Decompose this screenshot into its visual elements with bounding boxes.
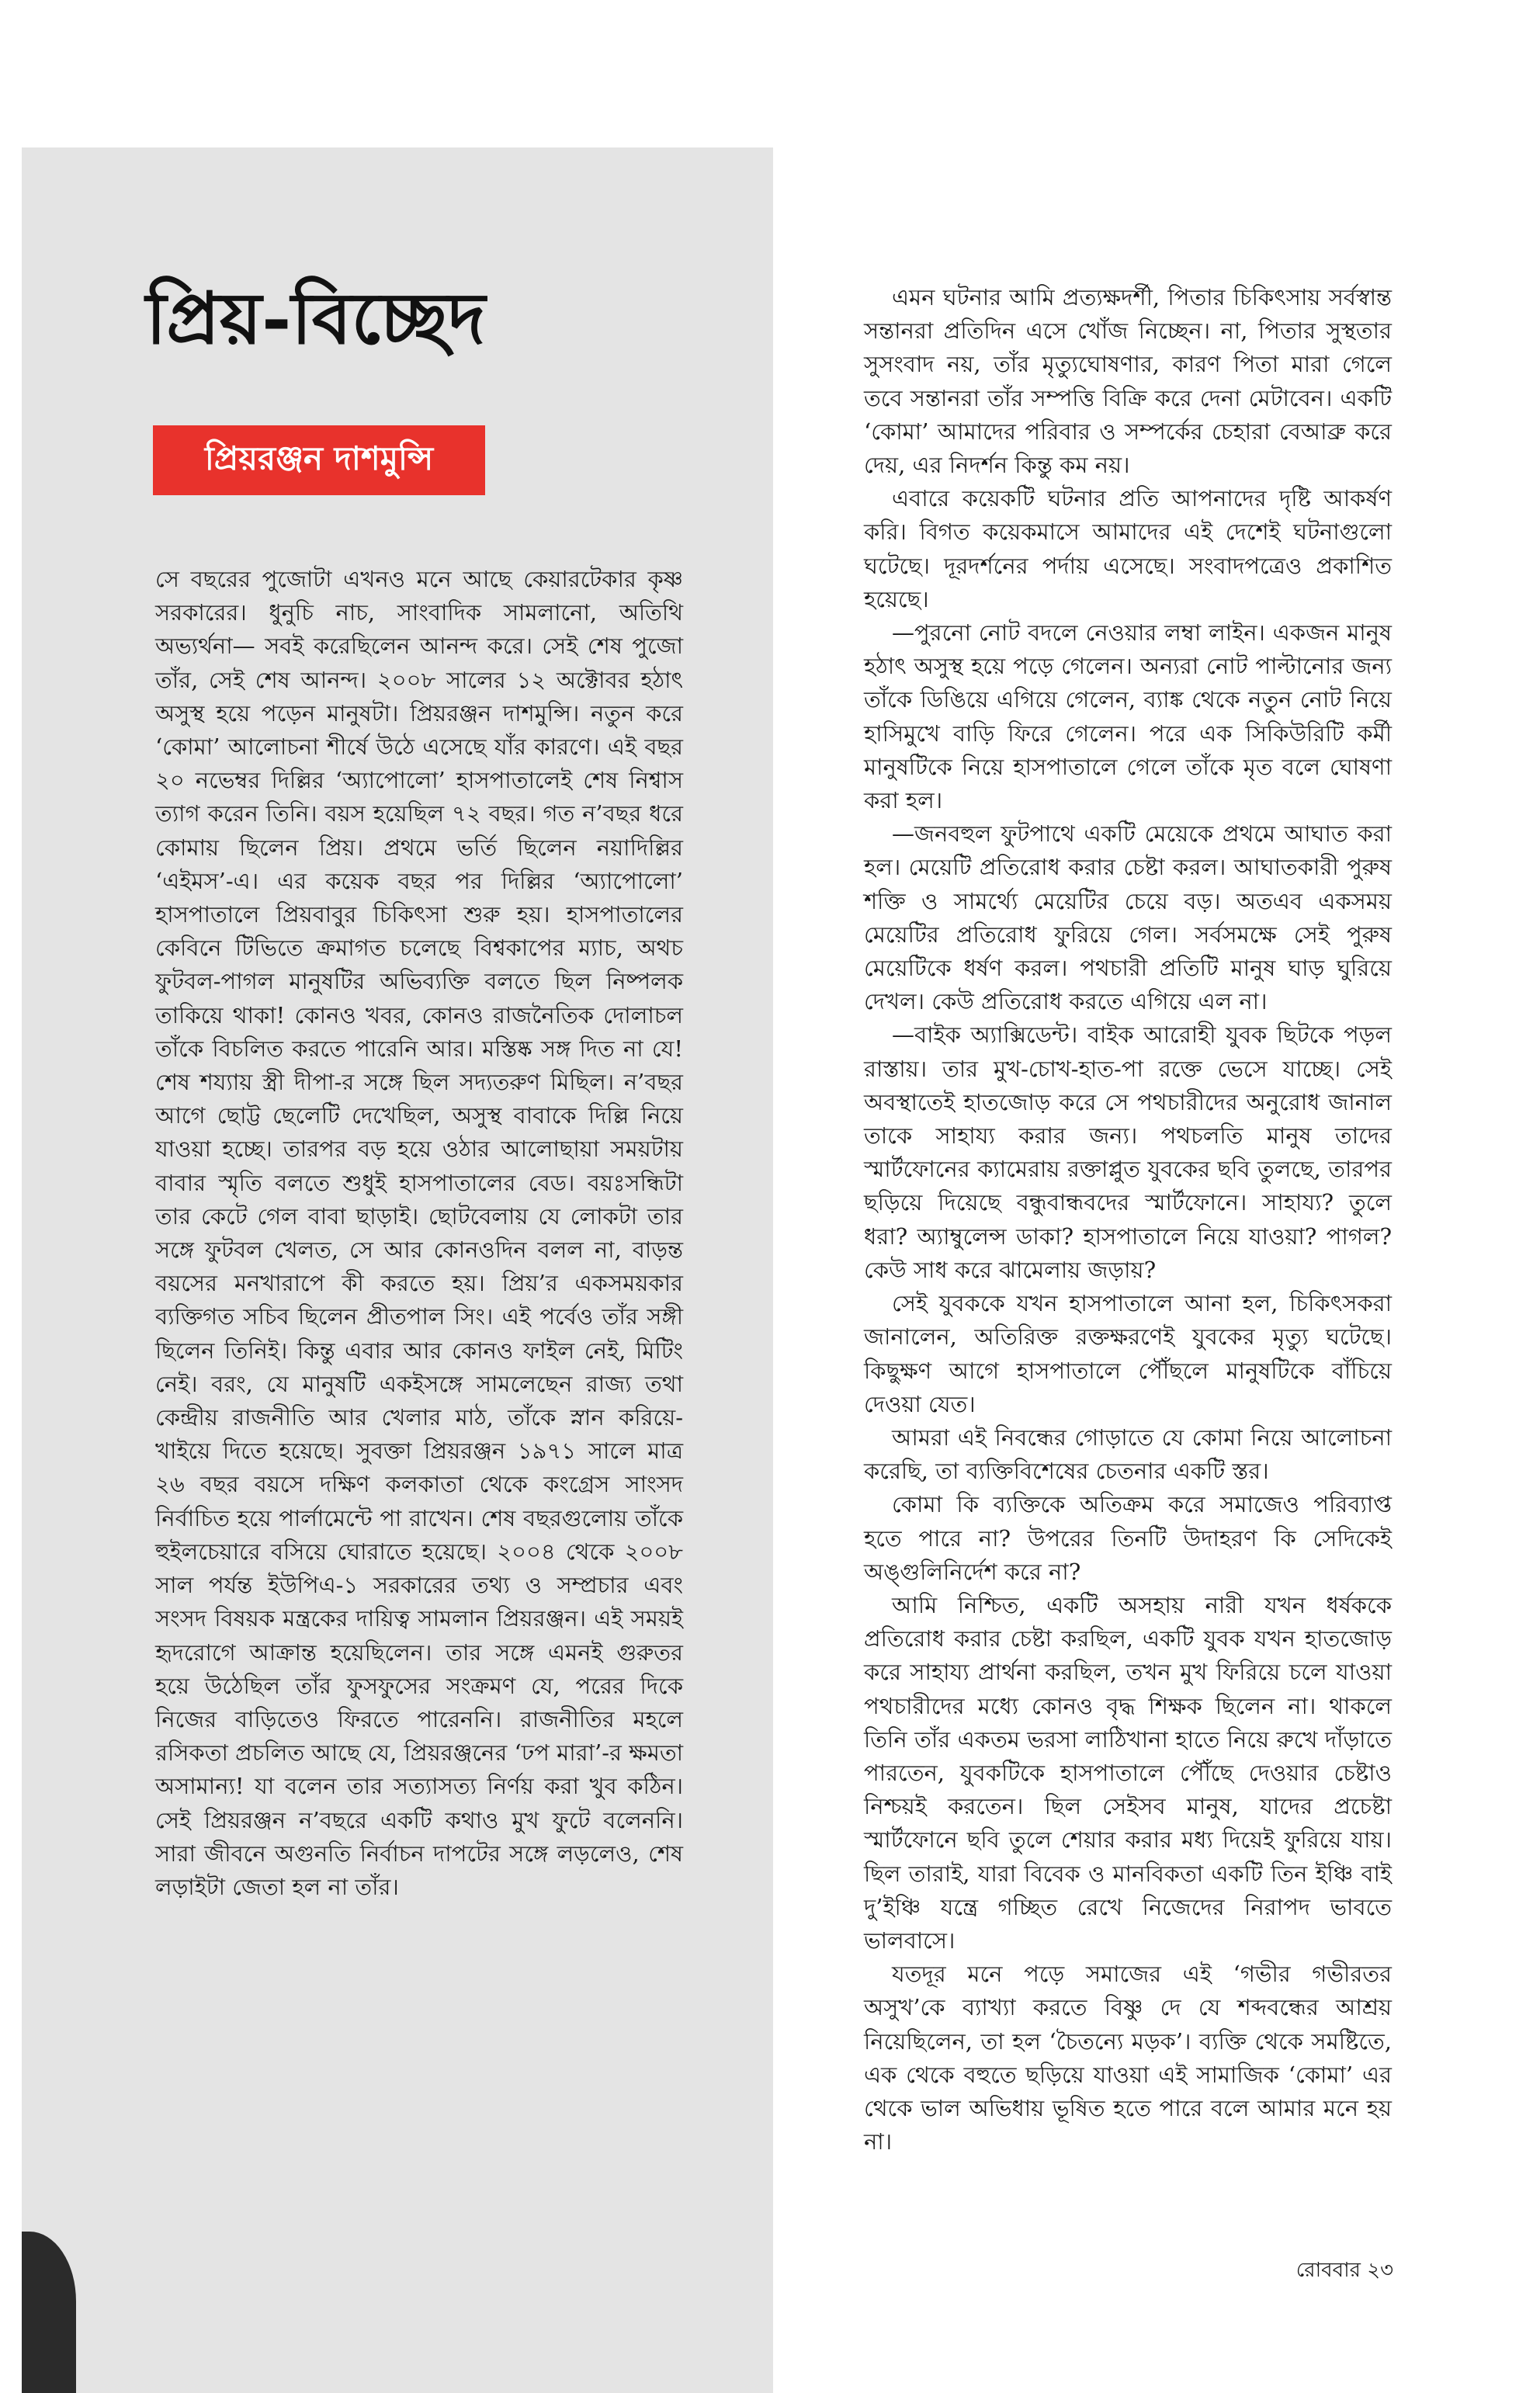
right-paragraph: আমি নিশ্চিত, একটি অসহায় নারী যখন ধর্ষককে প্রতিরোধ করার চেষ্টা করছিল, একটি যুবক যখন হাতজোড় করে সাহায্য প্রার্থনা করছিল, তখন মুখ ফিরিয়ে চলে যাওয়া পথচারীদের মধ্যে কোনও বৃদ্ধ শিক্ষক ছিলেন না। থাকলে তিনি তাঁর একতম ভরসা লাঠিখানা হাতে নিয়ে রুখে দাঁড়াতে পারতেন, যুবকটিকে হাসপাতালে পৌঁছে দেওয়ার চেষ্টাও নিশ্চয়ই করতেন। ছিল সেইসব মানুষ, যাদের প্রচেষ্টা স্মার্টফোনে ছবি তুলে শেয়ার করার মধ্য দিয়েই ফুরিয়ে যায়। ছিল তারাই, যারা বিবেক ও মানবিকতা একটি তিন ইঞ্চি বাই দু’ইঞ্চি যন্ত্রে গচ্ছিত রেখে নিজেদের নিরাপদ ভাবতে ভালবাসে। <box>864 1591 1392 1954</box>
author-byline: প্রিয়রঞ্জন দাশমুন্সি <box>153 425 485 495</box>
right-paragraph: —পুরনো নোট বদলে নেওয়ার লম্বা লাইন। একজন মানুষ হঠাৎ অসুস্থ হয়ে পড়ে গেলেন। অন্যরা নোট পাল্টানোর জন্য তাঁকে ডিঙিয়ে এগিয়ে গেলেন, ব্যাঙ্ক থেকে নতুন নোট নিয়ে হাসিমুখে বাড়ি ফিরে গেলেন। পরে এক সিকিউরিটি কর্মী মানুষটিকে নিয়ে হাসপাতালে গেলে তাঁকে মৃত বলে ঘোষণা করা হল। <box>864 619 1392 814</box>
page-footer: রোববার ২৩ <box>1295 2259 1393 2282</box>
right-paragraph: যতদূর মনে পড়ে সমাজের এই ‘গভীর গভীরতর অসুখ’কে ব্যাখ্যা করতে বিষ্ণু দে যে শব্দবন্ধের আশ্রয় নিয়েছিলেন, তা হল ‘চৈতন্যে মড়ক’। ব্যক্তি থেকে সমষ্টিতে, এক থেকে বহুতে ছড়িয়ে যাওয়া এই সামাজিক ‘কোমা’ এর থেকে ভাল অভিধায় ভূষিত হতে পারে বলে আমার মনে হয় না। <box>864 1961 1392 2155</box>
right-paragraph: সেই যুবককে যখন হাসপাতালে আনা হল, চিকিৎসকরা জানালেন, অতিরিক্ত রক্তক্ষরণেই যুবকের মৃত্যু ঘটেছে। কিছুক্ষণ আগে হাসপাতালে পৌঁছলে মানুষটিকে বাঁচিয়ে দেওয়া যেত। <box>864 1290 1392 1417</box>
right-paragraph: এমন ঘটনার আমি প্রত্যক্ষদর্শী, পিতার চিকিৎসায় সর্বস্বান্ত সন্তানরা প্রতিদিন এসে খোঁজ নিচ্ছেন। না, পিতার সুস্থতার সুসংবাদ নয়, তাঁর মৃত্যুঘোষণার, কারণ পিতা মারা গেলে তবে সন্তানরা তাঁর সম্পত্তি বিক্রি করে দেনা মেটাবেন। একটি ‘কোমা’ আমাদের পরিবার ও সম্পর্কের চেহারা বেআব্রু করে দেয়, এর নিদর্শন কিন্তু কম নয়। <box>864 284 1392 479</box>
article-title: প্রিয়-বিচ্ছেদ <box>146 276 486 360</box>
right-paragraph: আমরা এই নিবন্ধের গোড়াতে যে কোমা নিয়ে আলোচনা করেছি, তা ব্যক্তিবিশেষের চেতনার একটি স্তর। <box>864 1424 1392 1485</box>
left-column-text: সে বছরের পুজোটা এখনও মনে আছে কেয়ারটেকার কৃষ্ণ সরকারের। ধুনুচি নাচ, সাংবাদিক সামলানো, অতিথি অভ্যর্থনা— সবই করেছিলেন আনন্দ করে। সেই শেষ পুজো তাঁর, সেই শেষ আনন্দ। ২০০৮ সালের ১২ অক্টোবর হঠাৎ অসুস্থ হয়ে পড়েন মানুষটা। প্রিয়রঞ্জন দাশমুন্সি। নতুন করে ‘কোমা’ আলোচনা শীর্ষে উঠে এসেছে যাঁর কারণে। এই বছর ২০ নভেম্বর দিল্লির ‘অ্যাপোলো’ হাসপাতালেই শেষ নিশ্বাস ত্যাগ করেন তিনি। বয়স হয়েছিল ৭২ বছর। গত ন’বছর ধরে কোমায় ছিলেন প্রিয়। প্রথমে ভর্তি ছিলেন নয়াদিল্লির ‘এইমস’-এ। এর কয়েক বছর পর দিল্লির ‘অ্যাপোলো’ হাসপাতালে প্রিয়বাবুর চিকিৎসা শুরু হয়। হাসপাতালের কেবিনে টিভিতে ক্রমাগত চলেছে বিশ্বকাপের ম্যাচ, অথচ ফুটবল-পাগল মানুষটির অভিব্যক্তি বলতে ছিল নিষ্পলক তাকিয়ে থাকা! কোনও খবর, কোনও রাজনৈতিক দোলাচল তাঁকে বিচলিত করতে পারেনি আর। মস্তিষ্ক সঙ্গ দিত না যে! শেষ শয্যায় স্ত্রী দীপা-র সঙ্গে ছিল সদ্যতরুণ মিছিল। ন’বছর আগে ছোট্ট ছেলেটি দেখেছিল, অসুস্থ বাবাকে দিল্লি নিয়ে যাওয়া হচ্ছে। তারপর বড় হয়ে ওঠার আলোছায়া সময়টায় বাবার স্মৃতি বলতে শুধুই হাসপাতালের বেড। বয়ঃসন্ধিটা তার কেটে গেল বাবা ছাড়াই। ছোটবেলায় যে লোকটা তার সঙ্গে ফুটবল খেলত, সে আর কোনওদিন বলল না, বাড়ন্ত বয়সের মনখারাপে কী করতে হয়। প্রিয়’র একসময়কার ব্যক্তিগত সচিব ছিলেন প্রীতপাল সিং। এই পর্বেও তাঁর সঙ্গী ছিলেন তিনিই। কিন্তু এবার আর কোনও ফাইল নেই, মিটিং নেই। বরং, যে মানুষটি একইসঙ্গে সামলেছেন রাজ্য তথা কেন্দ্রীয় রাজনীতি আর খেলার মাঠ, তাঁকে স্নান করিয়ে-খাইয়ে দিতে হয়েছে। সুবক্তা প্রিয়রঞ্জন ১৯৭১ সালে মাত্র ২৬ বছর বয়সে দক্ষিণ কলকাতা থেকে কংগ্রেস সাংসদ নির্বাচিত হয়ে পার্লামেন্টে পা রাখেন। শেষ বছরগুলোয় তাঁকে হুইলচেয়ারে বসিয়ে ঘোরাতে হয়েছে। ২০০৪ থেকে ২০০৮ সাল পর্যন্ত ইউপিএ-১ সরকারের তথ্য ও সম্প্রচার এবং সংসদ বিষয়ক মন্ত্রকের দায়িত্ব সামলান প্রিয়রঞ্জন। এই সময়ই হৃদরোগে আক্রান্ত হয়েছিলেন। তার সঙ্গে এমনই গুরুতর হয়ে উঠেছিল তাঁর ফুসফুসের সংক্রমণ যে, পরের দিকে নিজের বাড়িতেও ফিরতে পারেননি। রাজনীতির মহলে রসিকতা প্রচলিত আছে যে, প্রিয়রঞ্জনের ‘ঢপ মারা’-র ক্ষমতা অসামান্য! যা বলেন তার সত্যাসত্য নির্ণয় করা খুব কঠিন। সেই প্রিয়রঞ্জন ন’বছরে একটি কথাও মুখ ফুটে বলেননি। সারা জীবনে অগুনতি নির্বাচন দাপটের সঙ্গে লড়লেও, শেষ লড়াইটা জেতা হল না তাঁর। <box>155 566 683 1900</box>
right-column <box>864 281 1392 2159</box>
right-paragraph: এবারে কয়েকটি ঘটনার প্রতি আপনাদের দৃষ্টি আকর্ষণ করি। বিগত কয়েকমাসে আমাদের এই দেশেই ঘটনাগুলো ঘটেছে। দূরদর্শনের পর্দায় এসেছে। সংবাদপত্রেও প্রকাশিত হয়েছে। <box>864 485 1392 612</box>
right-paragraph: —জনবহুল ফুটপাথে একটি মেয়েকে প্রথমে আঘাত করা হল। মেয়েটি প্রতিরোধ করার চেষ্টা করল। আঘাতকারী পুরুষ শক্তি ও সামর্থ্যে মেয়েটির চেয়ে বড়। অতএব একসময় মেয়েটির প্রতিরোধ ফুরিয়ে গেল। সর্বসমক্ষে সেই পুরুষ মেয়েটিকে ধর্ষণ করল। পথচারী প্রতিটি মানুষ ঘাড় ঘুরিয়ে দেখল। কেউ প্রতিরোধ করতে এগিয়ে এল না। <box>864 820 1392 1015</box>
right-paragraph: —বাইক অ্যাক্সিডেন্ট। বাইক আরোহী যুবক ছিটকে পড়ল রাস্তায়। তার মুখ-চোখ-হাত-পা রক্তে ভেসে যাচ্ছে। সেই অবস্থাতেই হাতজোড় করে সে পথচারীদের অনুরোধ জানাল তাকে সাহায্য করার জন্য। পথচলতি মানুষ তাদের স্মার্টফোনের ক্যামেরায় রক্তাপ্লুত যুবকের ছবি তুলছে, তারপর ছড়িয়ে দিয়েছে বন্ধুবান্ধবদের স্মার্টফোনে। সাহায্য? তুলে ধরা? অ্যাম্বুলেন্স ডাকা? হাসপাতালে নিয়ে যাওয়া? পাগল? কেউ সাধ করে ঝামেলায় জড়ায়? <box>864 1021 1392 1283</box>
right-paragraph: কোমা কি ব্যক্তিকে অতিক্রম করে সমাজেও পরিব্যাপ্ত হতে পারে না? উপরের তিনটি উদাহরণ কি সেদিকেই অঙ্গুলিনির্দেশ করে না? <box>864 1491 1392 1585</box>
left-column <box>155 563 683 1904</box>
